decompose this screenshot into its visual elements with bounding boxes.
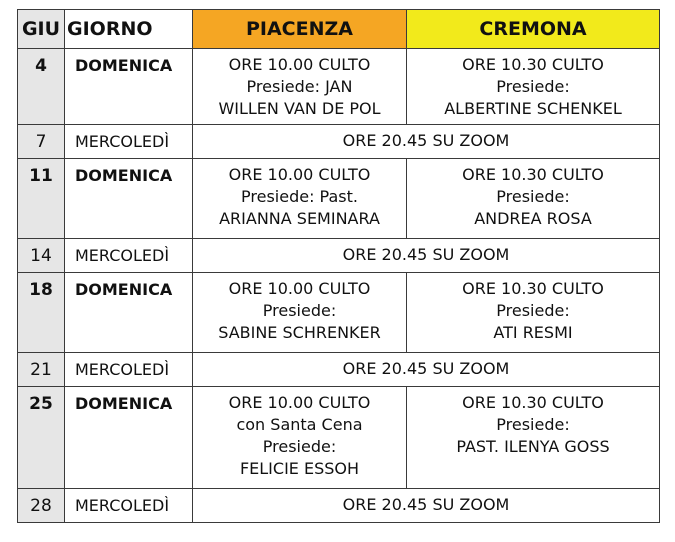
service-line: Presiede: [496, 415, 570, 434]
service-line: Presiede: Past. [241, 187, 358, 206]
table-row [18, 387, 660, 489]
service-line: Presiede: [496, 301, 570, 320]
day-number: 25 [18, 387, 65, 489]
table-row [18, 159, 660, 239]
cremona-service [407, 387, 660, 489]
cremona-service [407, 49, 660, 125]
joint-service: ORE 20.45 SU ZOOM [193, 353, 660, 387]
header-giu: GIU [18, 10, 65, 49]
service-line: ORE 10.00 CULTO [228, 279, 371, 298]
service-line: ORE 10.30 CULTO [462, 393, 604, 412]
service-line: Presiede: [262, 301, 337, 320]
schedule-table [17, 9, 660, 523]
header-piacenza: PIACENZA [193, 10, 407, 49]
service-line: Presiede: [262, 437, 337, 456]
table-row [18, 49, 660, 125]
service-line: ORE 10.30 CULTO [462, 55, 604, 74]
table-row [18, 489, 660, 523]
table-row [18, 273, 660, 353]
joint-service: ORE 20.45 SU ZOOM [193, 125, 660, 159]
service-line: SABINE SCHRENKER [218, 323, 381, 342]
service-line: con Santa Cena [236, 415, 363, 434]
weekday: MERCOLEDÌ [65, 239, 193, 273]
service-line: ORE 10.00 CULTO [228, 393, 371, 412]
service-line: Presiede: [496, 77, 570, 96]
table-row [18, 125, 660, 159]
service-line: PAST. ILENYA GOSS [456, 437, 610, 456]
day-number: 18 [18, 273, 65, 353]
header-cremona: CREMONA [407, 10, 660, 49]
joint-service: ORE 20.45 SU ZOOM [193, 489, 660, 523]
cremona-service [407, 273, 660, 353]
service-line: ALBERTINE SCHENKEL [444, 99, 622, 118]
table-row [18, 239, 660, 273]
joint-service: ORE 20.45 SU ZOOM [193, 239, 660, 273]
service-line: ORE 10.00 CULTO [228, 55, 371, 74]
day-number: 7 [18, 125, 65, 159]
day-number: 28 [18, 489, 65, 523]
service-line: WILLEN VAN DE POL [218, 99, 381, 118]
service-line: FELICIE ESSOH [239, 459, 360, 478]
weekday: MERCOLEDÌ [65, 125, 193, 159]
weekday: MERCOLEDÌ [65, 489, 193, 523]
service-line: Presiede: JAN [246, 77, 353, 96]
weekday: DOMENICA [65, 159, 193, 239]
piacenza-service [193, 49, 407, 125]
weekday: MERCOLEDÌ [65, 353, 193, 387]
service-line: ARIANNA SEMINARA [219, 209, 380, 228]
day-number: 11 [18, 159, 65, 239]
weekday: DOMENICA [65, 49, 193, 125]
piacenza-service [193, 159, 407, 239]
piacenza-service [193, 273, 407, 353]
day-number: 21 [18, 353, 65, 387]
service-line: ORE 10.30 CULTO [462, 165, 604, 184]
schedule-frame [17, 9, 659, 523]
service-line: ATI RESMI [493, 323, 573, 342]
service-line: Presiede: [496, 187, 570, 206]
day-number: 4 [18, 49, 65, 125]
table-row [18, 353, 660, 387]
header-row [18, 10, 660, 49]
header-giorno: GIORNO [65, 10, 193, 49]
cremona-service [407, 159, 660, 239]
service-line: ORE 10.30 CULTO [462, 279, 604, 298]
weekday: DOMENICA [65, 273, 193, 353]
weekday: DOMENICA [65, 387, 193, 489]
service-line: ANDREA ROSA [474, 209, 592, 228]
day-number: 14 [18, 239, 65, 273]
service-line: ORE 10.00 CULTO [228, 165, 371, 184]
piacenza-service [193, 387, 407, 489]
